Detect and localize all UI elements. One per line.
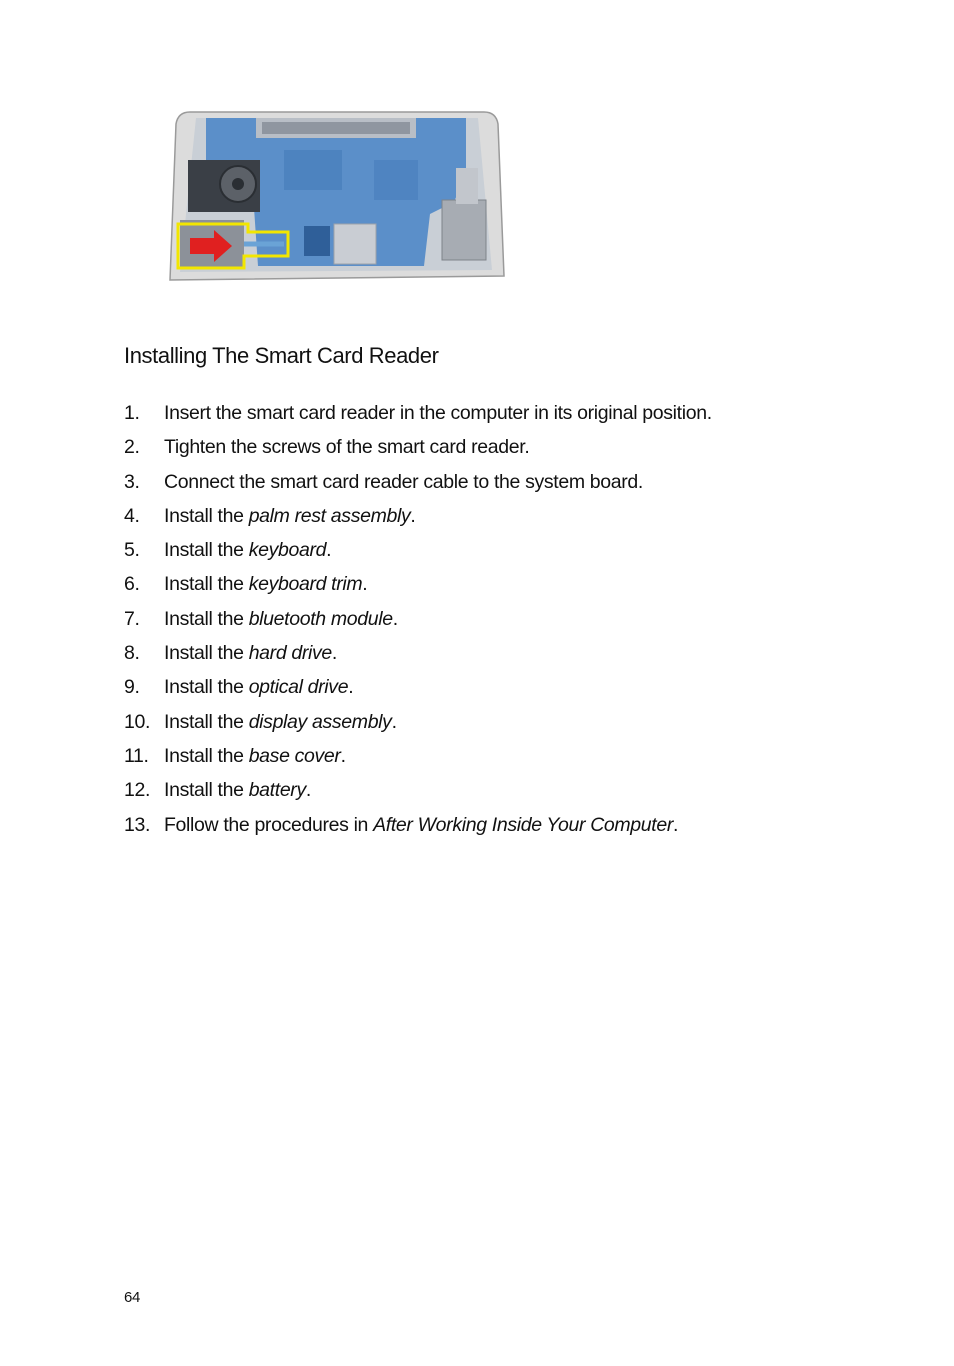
step-text-lead: Connect the smart card reader cable to the system board. [164,470,643,493]
laptop-interior-photo [166,104,506,284]
step-text [164,501,415,531]
step-text [164,467,643,497]
step-text-tail: . [305,779,311,802]
step-number: 3. [124,470,140,493]
step-number: 1. [124,402,140,424]
step-number: 2. [124,436,140,459]
step-number: 4. [124,504,140,527]
step-text [164,569,367,599]
step-text-tail: . [362,573,368,596]
step-text [164,810,678,840]
step-text-lead: Tighten the screws of the smart card reader. [164,436,530,459]
step-text-tail: . [340,744,346,767]
step-text [164,638,337,668]
step-text-tail: . [348,676,354,699]
step-text-lead: Install the [164,676,249,699]
step-text-tail: . [326,539,332,562]
step-text-lead: Follow the procedures in [164,813,374,836]
step-number: 11. [124,744,149,767]
step-number: 9. [124,676,140,699]
step-number: 13. [124,813,151,836]
step-text-lead: Insert the smart card reader in the computer in its original position. [164,402,712,424]
page-number: 64 [124,1289,141,1306]
step-reference: display assembly [248,710,392,733]
step-text-lead: Install the [164,744,249,767]
step-number: 10. [124,710,151,733]
step-text-lead: Install the [164,710,249,733]
step-text-tail: . [331,642,337,665]
step-text [164,775,311,805]
step-text [164,604,398,634]
step-text [164,535,331,565]
step-text-lead: Install the [164,573,249,596]
step-number: 12. [124,779,151,802]
step-number: 5. [124,539,140,562]
step-text-lead: Install the [164,642,249,665]
step-reference: battery [248,779,306,802]
step-number: 7. [124,607,140,630]
step-text-tail: . [673,813,679,836]
step-text [164,741,346,771]
step-reference: optical drive [248,676,349,699]
step-number: 8. [124,642,140,665]
step-reference: After Working Inside Your Computer [373,813,674,836]
step-text [164,398,712,428]
step-text [164,672,353,702]
step-text [164,432,529,462]
step-number: 6. [124,573,140,596]
step-text-lead: Install the [164,504,249,527]
step-reference: keyboard trim [248,573,363,596]
step-reference: palm rest assembly [248,504,411,527]
section-heading: Installing The Smart Card Reader [124,343,439,368]
step-reference: hard drive [248,642,332,665]
step-text [164,707,397,737]
step-reference: base cover [248,744,341,767]
step-text-tail: . [392,607,398,630]
step-text-tail: . [391,710,397,733]
step-text-lead: Install the [164,539,249,562]
step-text-tail: . [410,504,416,527]
step-reference: keyboard [248,539,327,562]
step-text-lead: Install the [164,779,249,802]
step-reference: bluetooth module [248,607,393,630]
step-text-lead: Install the [164,607,249,630]
